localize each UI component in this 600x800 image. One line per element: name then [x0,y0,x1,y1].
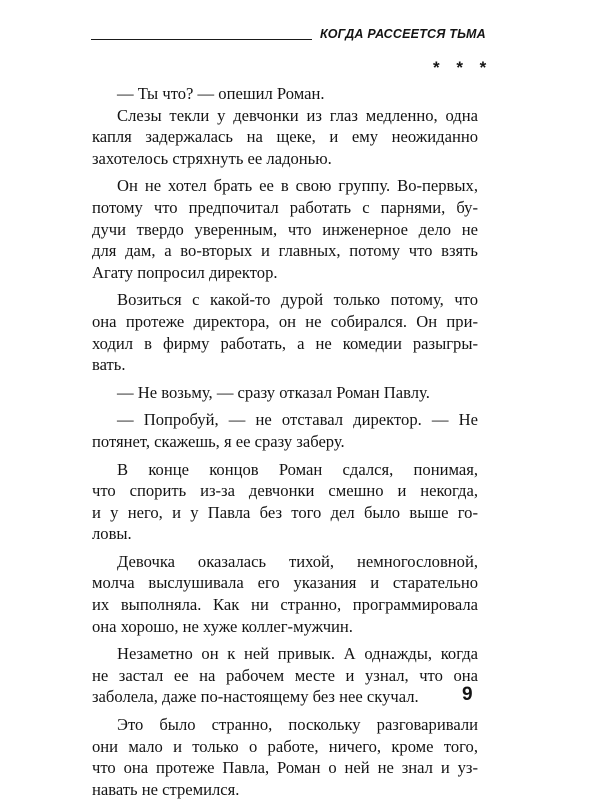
text-line: заболела, даже по-настоящему без нее скучал. [92,687,419,707]
text-line: навать не стремился. [92,779,240,799]
text-line: дучи твердо уверенным, что инженерное дело не [92,219,478,239]
text-line: В конце концов Роман сдался, понимая, [117,459,478,479]
text-line: и у него, и у Павла без того дел было выше го- [92,502,478,522]
text-line: потянет, скажешь, я ее сразу заберу. [92,431,345,451]
text-line: — Не возьму, — сразу отказал Роман Павлу. [117,382,430,402]
text-line: они мало и только о работе, ничего, кроме того, [92,736,478,756]
text-line: — Ты что? — опешил Роман. [117,84,325,103]
section-break-asterisks: * * * [433,58,493,77]
text-line: Он не хотел брать ее в свою группу. Во-первых, [117,176,478,196]
text-line: захотелось стряхнуть ее ладонью. [92,148,332,168]
header-rule [91,39,312,40]
text-line: молча выслушивала его указания и старательно [92,573,478,593]
text-line: ходил в фирму работать, а не комедии разыгры- [92,333,478,353]
text-line: Агату попросил директор. [92,262,278,282]
text-line: что она протеже Павла, Роман о ней не знал и уз- [92,758,478,778]
text-line: их выполняла. Как ни странно, программировала [92,595,478,615]
text-line: Слезы текли у девчонки из глаз медленно, одна [117,105,478,125]
text-line: вать. [92,355,126,375]
text-line: что спорить из-за девчонки смешно и некогда, [92,481,478,501]
text-line: — Попробуй, — не отставал директор. — Не [117,410,478,430]
text-line: для дам, а во-вторых и главных, потому что взять [92,241,478,261]
text-line: Возиться с какой-то дурой только потому, что [117,290,478,310]
text-line: Девочка оказалась тихой, немногословной, [117,551,478,571]
text-line: не застал ее на рабочем месте и узнал, что она [92,665,478,685]
body-text [92,83,478,800]
text-line: Незаметно он к ней привык. А однажды, когда [117,644,478,664]
text-line: она протеже директора, он не собирался. Он при- [92,311,478,331]
text-line: ловы. [92,524,132,544]
text-line: Это было странно, поскольку разговаривали [117,715,478,735]
text-line: потому что предпочитал работать с парнями, бу- [92,197,478,217]
running-head: КОГДА РАССЕЕТСЯ ТЬМА [320,27,486,41]
text-line: она хорошо, не хуже коллег-мужчин. [92,616,353,636]
page-number: 9 [462,684,473,705]
text-line: капля задержалась на щеке, и ему неожиданно [92,127,478,147]
